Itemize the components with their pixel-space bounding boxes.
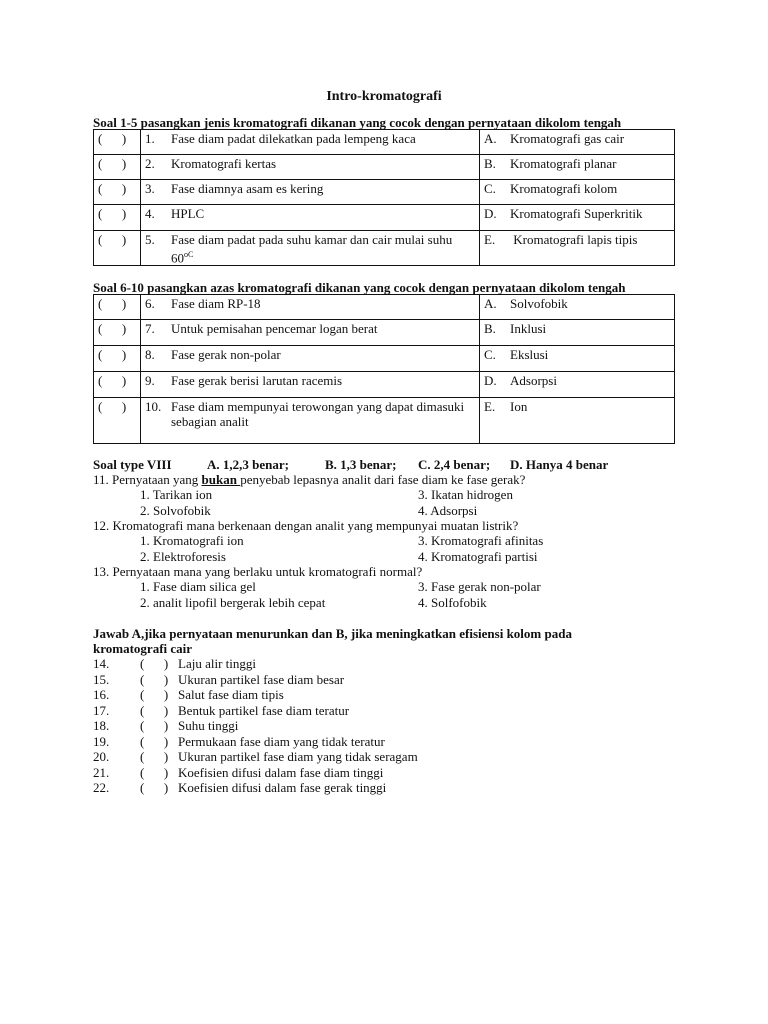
statement-cell [141, 130, 480, 155]
statement-cell [141, 231, 480, 266]
answer-blank[interactable]: ( ) [140, 718, 169, 733]
statement-text [171, 232, 471, 265]
item-number: 22. [93, 780, 110, 795]
q13-option-1: 1. Fase diam silica gel [140, 579, 256, 594]
option-letter: C. [484, 347, 496, 362]
page-title: Intro-kromatografi [326, 89, 442, 104]
q11-option-3: 3. Ikatan hidrogen [418, 487, 513, 502]
option-cell [480, 398, 675, 444]
question-11-post: penyebab lepasnya analit dari fase diam ke fase gerak? [240, 472, 526, 487]
statement-number: 8. [145, 347, 155, 362]
section1-table [93, 129, 675, 266]
statement-text: Fase diam mempunyai terowongan yang dapat dimasuki sebagian analit [171, 399, 465, 429]
option-letter: E. [484, 399, 496, 414]
item-text: Permukaan fase diam yang tidak teratur [178, 734, 385, 749]
temperature-unit: oC [184, 250, 194, 259]
answer-blank[interactable]: ( ) [94, 372, 141, 398]
table-row [94, 180, 675, 205]
option-cell [480, 320, 675, 346]
item-number: 14. [93, 656, 110, 671]
statement-text: HPLC [171, 206, 205, 221]
statement-number: 2. [145, 156, 155, 171]
table-row [94, 372, 675, 398]
option-text: Kromatografi gas cair [510, 131, 625, 146]
statement-text: Fase gerak berisi larutan racemis [171, 373, 343, 388]
table-row [94, 295, 675, 320]
item-text: Ukuran partikel fase diam besar [178, 672, 345, 687]
section3-option-b: B. 1,3 benar; [325, 457, 397, 472]
q13-option-4: 4. Solfofobik [418, 595, 487, 610]
section3-option-d: D. Hanya 4 benar [510, 457, 609, 472]
table-row [94, 231, 675, 266]
answer-blank[interactable]: ( ) [94, 155, 141, 180]
item-text: Koefisien difusi dalam fase gerak tinggi [178, 780, 387, 795]
option-letter: A. [484, 296, 497, 311]
answer-blank[interactable]: ( ) [94, 320, 141, 346]
option-letter: A. [484, 131, 497, 146]
statement-text: Untuk pemisahan pencemar logan berat [171, 321, 378, 336]
item-number: 21. [93, 765, 110, 780]
statement-cell [141, 398, 480, 444]
statement-cell [141, 372, 480, 398]
section1-heading: Soal 1-5 pasangkan jenis kromatografi dikanan yang cocok dengan pernyataan dikolom tengah [93, 115, 622, 130]
option-cell [480, 205, 675, 231]
statement-number: 3. [145, 181, 155, 196]
item-text: Bentuk partikel fase diam teratur [178, 703, 350, 718]
item-number: 17. [93, 703, 110, 718]
option-letter: B. [484, 321, 496, 336]
item-text: Salut fase diam tipis [178, 687, 284, 702]
option-text: Inklusi [510, 321, 547, 336]
statement-cell [141, 155, 480, 180]
question-13: 13. Pernyataan mana yang berlaku untuk kromatografi normal? [93, 564, 423, 579]
section2-table [93, 294, 675, 444]
statement-cell [141, 180, 480, 205]
option-letter: E. [484, 232, 496, 247]
option-text: Adsorpsi [510, 373, 557, 388]
item-text: Suhu tinggi [178, 718, 239, 733]
statement-cell [141, 205, 480, 231]
answer-blank[interactable]: ( ) [94, 130, 141, 155]
statement-text: Fase diam padat dilekatkan pada lempeng kaca [171, 131, 416, 146]
section4-heading-line1: Jawab A,jika pernyataan menurunkan dan B, jika meningkatkan efisiensi kolom pada [93, 626, 572, 641]
statement-number: 9. [145, 373, 155, 388]
option-letter: D. [484, 373, 497, 388]
question-11-pre: 11. Pernyataan yang [93, 472, 202, 487]
item-text: Koefisien difusi dalam fase diam tinggi [178, 765, 384, 780]
statement-text-main: Fase diam padat pada suhu kamar dan cair mulai suhu 60 [171, 232, 453, 266]
option-text: Kromatografi kolom [510, 181, 618, 196]
section3-option-a: A. 1,2,3 benar; [207, 457, 289, 472]
option-text: Kromatografi lapis tipis [510, 232, 638, 247]
answer-blank[interactable]: ( ) [140, 703, 169, 718]
section4-heading-line2: kromatografi cair [93, 641, 193, 656]
option-letter: C. [484, 181, 496, 196]
section2-heading: Soal 6-10 pasangkan azas kromatografi dikanan yang cocok dengan pernyataan dikolom tengah [93, 280, 626, 295]
q11-option-2: 2. Solvofobik [140, 503, 211, 518]
statement-cell [141, 346, 480, 372]
q12-option-3: 3. Kromatografi afinitas [418, 533, 544, 548]
statement-cell [141, 320, 480, 346]
statement-cell [141, 295, 480, 320]
statement-number: 1. [145, 131, 155, 146]
answer-blank[interactable]: ( ) [94, 346, 141, 372]
table-row [94, 130, 675, 155]
q13-option-2: 2. analit lipofil bergerak lebih cepat [140, 595, 326, 610]
statement-text: Fase diamnya asam es kering [171, 181, 324, 196]
item-text: Ukuran partikel fase diam yang tidak seragam [178, 749, 418, 764]
option-text: Kromatografi planar [510, 156, 617, 171]
section3-option-c: C. 2,4 benar; [418, 457, 491, 472]
option-cell [480, 372, 675, 398]
question-11-emphasis: bukan [201, 472, 241, 487]
table-row [94, 320, 675, 346]
answer-blank[interactable]: ( ) [140, 765, 169, 780]
item-number: 16. [93, 687, 110, 702]
answer-blank[interactable]: ( ) [94, 398, 141, 444]
section3-heading-label: Soal type VIII [93, 457, 172, 472]
option-letter: D. [484, 206, 497, 221]
option-cell [480, 130, 675, 155]
answer-blank[interactable]: ( ) [140, 687, 169, 702]
table-row [94, 155, 675, 180]
q11-option-4: 4. Adsorpsi [418, 503, 478, 518]
q12-option-2: 2. Elektroforesis [140, 549, 226, 564]
option-text: Ion [510, 399, 528, 414]
answer-blank[interactable]: ( ) [94, 295, 141, 320]
table-row [94, 205, 675, 231]
statement-number: 6. [145, 296, 155, 311]
answer-blank[interactable]: ( ) [94, 180, 141, 205]
option-text: Solvofobik [510, 296, 568, 311]
question-11 [93, 472, 525, 488]
item-number: 19. [93, 734, 110, 749]
option-text: Kromatografi Superkritik [510, 206, 643, 221]
statement-text: Fase gerak non-polar [171, 347, 281, 362]
statement-number: 5. [145, 232, 155, 247]
option-cell [480, 231, 675, 266]
item-number: 20. [93, 749, 110, 764]
option-cell [480, 180, 675, 205]
option-letter: B. [484, 156, 496, 171]
q12-option-1: 1. Kromatografi ion [140, 533, 244, 548]
statement-number: 7. [145, 321, 155, 336]
q13-option-3: 3. Fase gerak non-polar [418, 579, 541, 594]
item-number: 18. [93, 718, 110, 733]
answer-blank[interactable]: ( ) [140, 749, 169, 764]
answer-blank[interactable]: ( ) [140, 780, 169, 795]
statement-number: 10. [145, 399, 162, 414]
answer-blank[interactable]: ( ) [140, 656, 169, 671]
option-cell [480, 155, 675, 180]
item-text: Laju alir tinggi [178, 656, 256, 671]
answer-blank[interactable]: ( ) [94, 205, 141, 231]
q11-option-1: 1. Tarikan ion [140, 487, 213, 502]
option-text: Ekslusi [510, 347, 549, 362]
statement-text: Fase diam RP-18 [171, 296, 261, 311]
answer-blank[interactable]: ( ) [140, 734, 169, 749]
table-row [94, 398, 675, 444]
table-row [94, 346, 675, 372]
option-cell [480, 295, 675, 320]
statement-number: 4. [145, 206, 155, 221]
item-number: 15. [93, 672, 110, 687]
question-12: 12. Kromatografi mana berkenaan dengan analit yang mempunyai muatan listrik? [93, 518, 519, 533]
statement-text: Kromatografi kertas [171, 156, 277, 171]
answer-blank[interactable]: ( ) [140, 672, 169, 687]
q12-option-4: 4. Kromatografi partisi [418, 549, 538, 564]
answer-blank[interactable]: ( ) [94, 231, 141, 266]
option-cell [480, 346, 675, 372]
